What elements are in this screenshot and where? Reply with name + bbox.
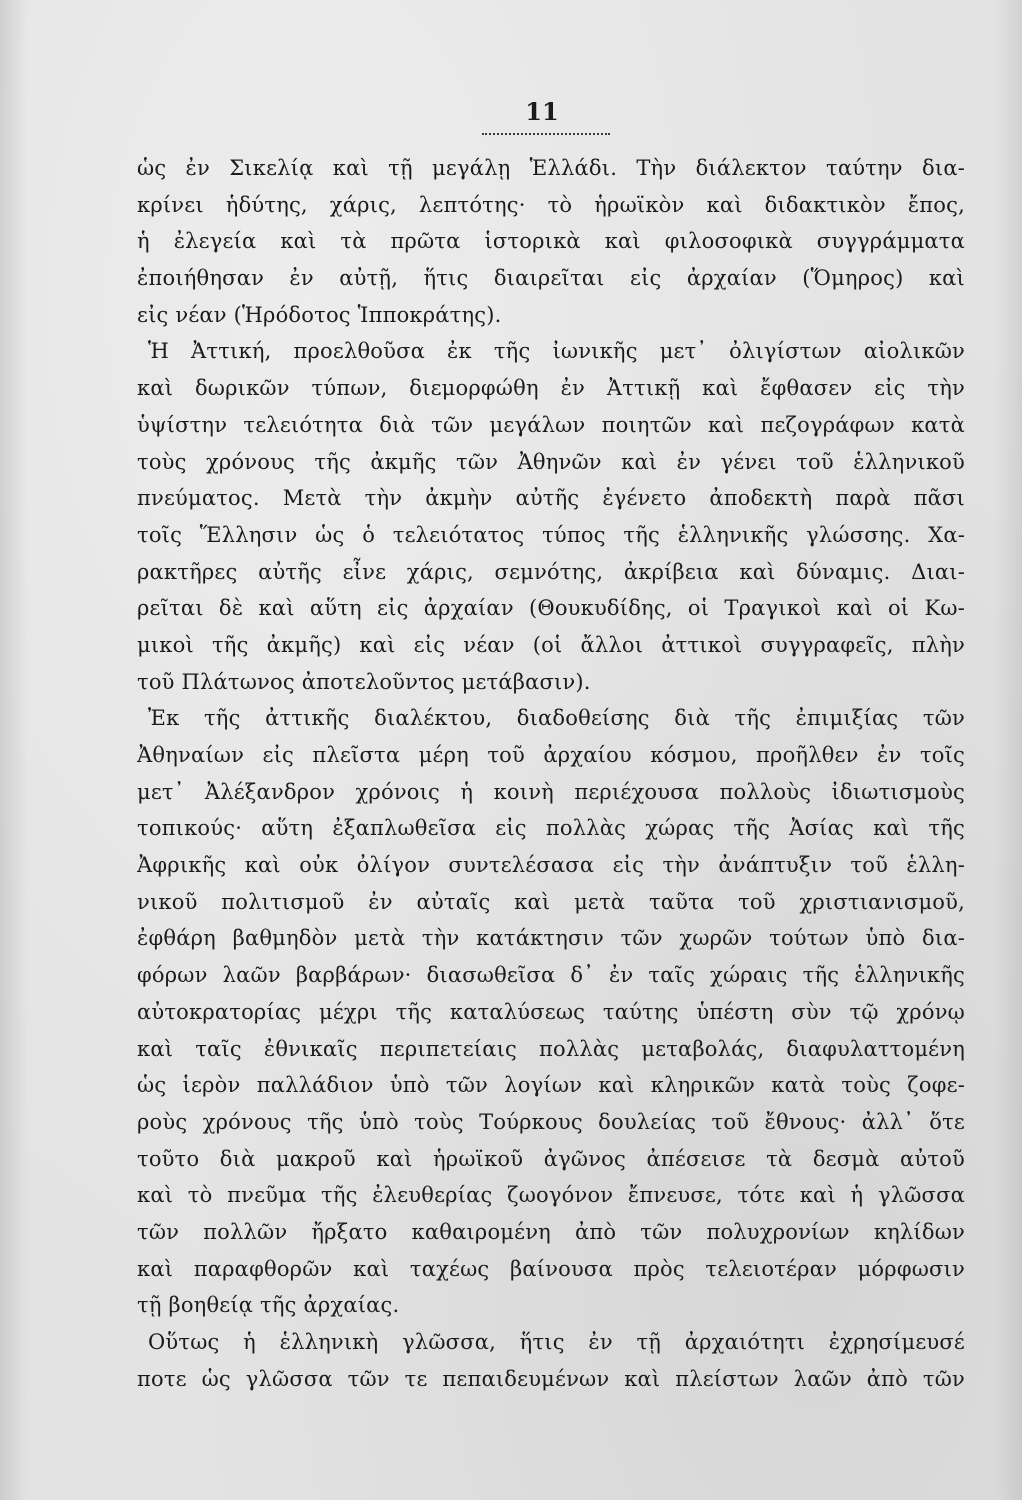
text-line: ἡ ἐλεγεία καὶ τὰ πρῶτα ἱστορικὰ καὶ φιλοσοφικὰ συγγράμματα [137,229,965,254]
text-line: μικοὶ τῆς ἀκμῆς) καὶ εἰς νέαν (οἱ ἄλλοι ἀττικοὶ συγγραφεῖς, πλὴν [137,632,965,657]
text-line: Ἀφρικῆς καὶ οὐκ ὀλίγον συντελέσασα εἰς τὴν ἀνάπτυξιν τοῦ ἑλλη- [137,853,965,878]
text-line: πνεύματος. Μετὰ τὴν ἀκμὴν αὐτῆς ἐγένετο ἀποδεκτὴ παρὰ πᾶσι [137,486,965,511]
text-line: ὑψίστην τελειότητα διὰ τῶν μεγάλων ποιητῶν καὶ πεζογράφων κατὰ [137,412,965,437]
text-line: εἰς νέαν (Ἡρόδοτος Ἱπποκράτης). [137,302,502,327]
right-edge-shadow [994,0,1022,1500]
header-rule [482,133,610,135]
text-line: τῇ βοηθείᾳ τῆς ἀρχαίας. [137,1293,400,1318]
text-line: τοπικούς· αὕτη ἐξαπλωθεῖσα εἰς πολλὰς χώρας τῆς Ἀσίας καὶ τῆς [137,816,965,841]
text-line: ροὺς χρόνους τῆς ὑπὸ τοὺς Τούρκους δουλείας τοῦ ἔθνους· ἀλλ᾽ ὅτε [137,1109,965,1134]
text-line: καὶ παραφθορῶν καὶ ταχέως βαίνουσα πρὸς τελειοτέραν μόρφωσιν [137,1256,965,1281]
text-line: ἐποιήθησαν ἐν αὐτῇ, ἥτις διαιρεῖται εἰς ἀρχαίαν (Ὅμηρος) καὶ [137,266,965,291]
text-line: φόρων λαῶν βαρβάρων· διασωθεῖσα δ᾽ ἐν ταῖς χώραις τῆς ἑλληνικῆς [137,963,965,988]
body-text [137,150,965,1397]
text-line: ρακτῆρες αὐτῆς εἶνε χάρις, σεμνότης, ἀκρίβεια καὶ δύναμις. Διαι- [137,559,965,584]
text-line: τοῖς Ἕλλησιν ὡς ὁ τελειότατος τύπος τῆς ἑλληνικῆς γλώσσης. Χα- [137,522,965,547]
page-number: 11 [525,97,559,126]
text-line: νικοῦ πολιτισμοῦ ἐν αὐταῖς καὶ μετὰ ταῦτα τοῦ χριστιανισμοῦ, [137,889,965,914]
text-line: τῶν πολλῶν ἤρξατο καθαιρομένη ἀπὸ τῶν πολυχρονίων κηλίδων [137,1219,965,1244]
text-line: τοῦ Πλάτωνος ἀποτελοῦντος μετάβασιν). [137,669,591,694]
text-line: καὶ ταῖς ἐθνικαῖς περιπετείαις πολλὰς μεταβολάς, διαφυλαττομένη [137,1036,965,1061]
text-line: Ἐκ τῆς ἀττικῆς διαλέκτου, διαδοθείσης διὰ τῆς ἐπιμιξίας τῶν [148,706,965,731]
left-edge-shadow [0,0,28,1500]
text-line: τοῦτο διὰ μακροῦ καὶ ἡρωϊκοῦ ἀγῶνος ἀπέσεισε τὰ δεσμὰ αὐτοῦ [137,1146,965,1171]
text-line: κρίνει ἡδύτης, χάρις, λεπτότης· τὸ ἡρωϊκὸν καὶ διδακτικὸν ἔπος, [137,192,965,217]
text-line: ποτε ὡς γλῶσσα τῶν τε πεπαιδευμένων καὶ πλείστων λαῶν ἀπὸ τῶν [137,1366,965,1391]
text-line: καὶ δωρικῶν τύπων, διεμορφώθη ἐν Ἀττικῇ καὶ ἔφθασεν εἰς τὴν [137,376,965,401]
text-line: ὡς ἱερὸν παλλάδιον ὑπὸ τῶν λογίων καὶ κληρικῶν κατὰ τοὺς ζοφε- [137,1073,965,1098]
text-line: Ἡ Ἀττική, προελθοῦσα ἐκ τῆς ἰωνικῆς μετ᾽ ὀλιγίστων αἰολικῶν [148,339,965,364]
text-line: καὶ τὸ πνεῦμα τῆς ἐλευθερίας ζωογόνον ἔπνευσε, τότε καὶ ἡ γλῶσσα [137,1183,965,1208]
text-line: τοὺς χρόνους τῆς ἀκμῆς τῶν Ἀθηνῶν καὶ ἐν γένει τοῦ ἑλληνικοῦ [137,449,965,474]
text-line: Ἀθηναίων εἰς πλεῖστα μέρη τοῦ ἀρχαίου κόσμου, προῆλθεν ἐν τοῖς [137,743,965,767]
text-line: ὡς ἐν Σικελίᾳ καὶ τῇ μεγάλῃ Ἑλλάδι. Τὴν διάλεκτον ταύτην δια- [137,156,965,180]
text-line: Οὕτως ἡ ἑλληνικὴ γλῶσσα, ἥτις ἐν τῇ ἀρχαιότητι ἐχρησίμευσέ [148,1330,965,1354]
text-line: ἐφθάρη βαθμηδὸν μετὰ τὴν κατάκτησιν τῶν χωρῶν τούτων ὑπὸ δια- [137,926,965,951]
text-line: μετ᾽ Ἀλέξανδρον χρόνοις ἡ κοινὴ περιέχουσα πολλοὺς ἰδιωτισμοὺς [137,779,965,804]
text-line: αὐτοκρατορίας μέχρι τῆς καταλύσεως ταύτης ὑπέστη σὺν τῷ χρόνῳ [137,999,965,1024]
text-line: ρεῖται δὲ καὶ αὕτη εἰς ἀρχαίαν (Θουκυδίδης, οἱ Τραγικοὶ καὶ οἱ Κω- [137,596,965,621]
